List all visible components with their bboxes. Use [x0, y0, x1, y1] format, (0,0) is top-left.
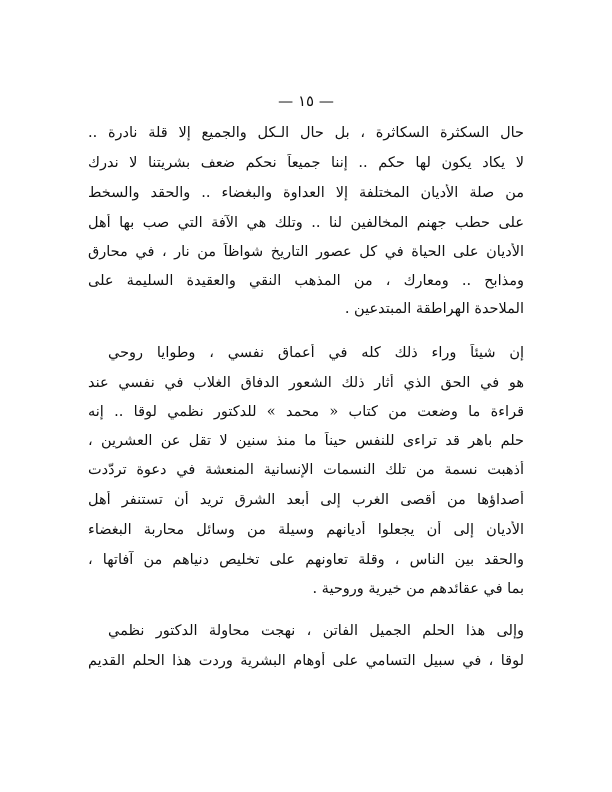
paragraph-2-line-1: إن شيئاً وراء ذلك كله في أعماق نفسي ، وطوايا روحي	[108, 345, 524, 361]
paragraph-1-line-6: ومذابح .. ومعارك ، من المذهب النقي والعقيدة السليمة على	[88, 273, 524, 289]
paragraph-2-line-3: قراءة ما وضعت من كتاب « محمد » للدكتور نظمي لوقا .. إنه	[88, 404, 524, 420]
paragraph-2-line-4: حلم باهر قد تراءى للنفس حيناً ما منذ سنين لا تقل عن العشرين ،	[88, 433, 524, 449]
paragraph-1-line-7: الملاحدة الهراطقة المبتدعين .	[344, 301, 524, 317]
paragraph-1-line-5: الأديان على الحياة في كل عصور التاريخ شواظاً من نار ، في محارق	[88, 244, 524, 260]
paragraph-2-line-9: بما في عقائدهم من خيرية وروحية .	[312, 581, 524, 597]
paragraph-2-line-5: أذهبت نسمة من تلك النسمات الإنسانية المنعشة في دعوة تردّدت	[88, 462, 524, 478]
paragraph-2-line-6: أصداؤها من أقصى الغرب إلى أبعد الشرق تريد أن تستنفر أهل	[88, 492, 524, 508]
paragraph-1-line-1: حال السكثرة السكاثرة ، بل حال الـكل والجميع إلا قلة نادرة ..	[88, 125, 524, 141]
paragraph-2-line-7: الأديان إلى أن يجعلوا أديانهم وسيلة من وسائل محاربة البغضاء	[88, 522, 524, 538]
paragraph-2-line-2: هو في الحق الذي أثار ذلك الشعور الدفاق الغلاب في نفسي عند	[88, 375, 524, 391]
paragraph-1-line-2: لا يكاد يكون لها حكم .. إننا جميعاً نحكم ضعف بشريتنا لا ندرك	[88, 155, 524, 171]
paragraph-3-line-1: وإلى هذا الحلم الجميل الفاتن ، نهجت محاولة الدكتور نظمي	[108, 623, 524, 639]
paragraph-1-line-4: على حطب جهنم المخالفين لنا .. وتلك هي الآفة التي صب بها أهل	[88, 215, 524, 231]
page-number: — ١٥ —	[278, 92, 334, 110]
paragraph-1-line-3: من صلة الأديان المختلفة إلا العداوة والبغضاء .. والحقد والسخط	[88, 185, 524, 201]
paragraph-3-line-2: لوقا ، في سبيل التسامي على أوهام البشرية وردت هذا الحلم القديم	[88, 653, 524, 669]
paragraph-2-line-8: والحقد بين الناس ، وقلة تعاونهم على تخليص دنياهم من آفاتها ،	[88, 552, 524, 568]
